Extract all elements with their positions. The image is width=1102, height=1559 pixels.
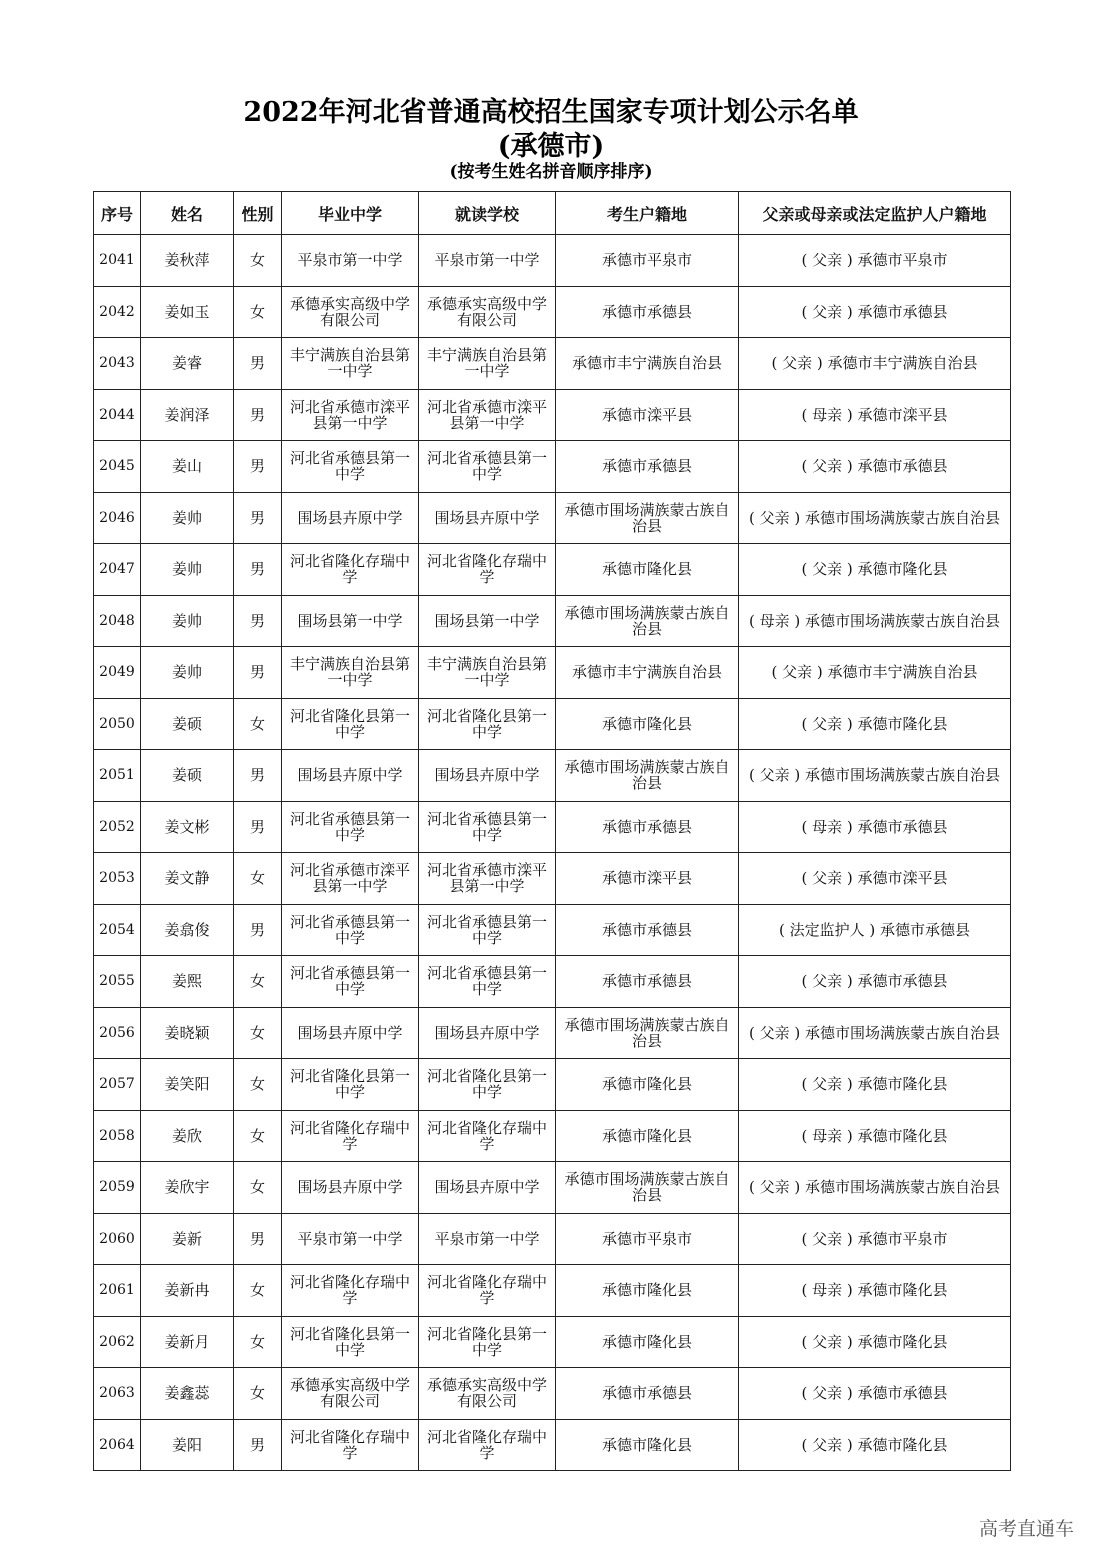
cell-current-school: 河北省隆化县第一中学 bbox=[419, 698, 556, 750]
header-guardian-hukou: 父亲或母亲或法定监护人户籍地 bbox=[739, 192, 1011, 235]
cell-gender: 女 bbox=[234, 1059, 282, 1111]
cell-graduated-school: 河北省承德县第一中学 bbox=[282, 904, 419, 956]
cell-candidate-hukou: 承德市承德县 bbox=[556, 441, 739, 493]
cell-gender: 男 bbox=[234, 492, 282, 544]
cell-graduated-school: 围场县卉原中学 bbox=[282, 1162, 419, 1214]
cell-graduated-school: 平泉市第一中学 bbox=[282, 235, 419, 287]
cell-gender: 女 bbox=[234, 853, 282, 905]
cell-name: 姜帅 bbox=[141, 544, 234, 596]
cell-current-school: 围场县卉原中学 bbox=[419, 750, 556, 802]
cell-candidate-hukou: 承德市隆化县 bbox=[556, 698, 739, 750]
cell-candidate-hukou: 承德市丰宁满族自治县 bbox=[556, 647, 739, 699]
table-row bbox=[94, 1265, 1011, 1317]
cell-current-school: 围场县第一中学 bbox=[419, 595, 556, 647]
cell-guardian-hukou: ( 父亲 ) 承德市承德县 bbox=[739, 1368, 1011, 1420]
cell-graduated-school: 平泉市第一中学 bbox=[282, 1213, 419, 1265]
cell-guardian-hukou: ( 父亲 ) 承德市隆化县 bbox=[739, 1419, 1011, 1471]
cell-graduated-school: 河北省隆化存瑞中学 bbox=[282, 1110, 419, 1162]
cell-gender: 女 bbox=[234, 1007, 282, 1059]
cell-guardian-hukou: ( 母亲 ) 承德市隆化县 bbox=[739, 1265, 1011, 1317]
cell-seq: 2042 bbox=[94, 286, 141, 338]
cell-seq: 2054 bbox=[94, 904, 141, 956]
cell-candidate-hukou: 承德市承德县 bbox=[556, 286, 739, 338]
cell-guardian-hukou: ( 法定监护人 ) 承德市承德县 bbox=[739, 904, 1011, 956]
cell-candidate-hukou: 承德市承德县 bbox=[556, 1368, 739, 1420]
cell-graduated-school: 河北省承德市滦平县第一中学 bbox=[282, 853, 419, 905]
cell-name: 姜帅 bbox=[141, 595, 234, 647]
page-subtitle-city: (承德市) bbox=[497, 131, 605, 162]
table-row bbox=[94, 286, 1011, 338]
header-graduated-school: 毕业中学 bbox=[282, 192, 419, 235]
cell-guardian-hukou: ( 父亲 ) 承德市承德县 bbox=[739, 956, 1011, 1008]
cell-name: 姜熙 bbox=[141, 956, 234, 1008]
table-row bbox=[94, 853, 1011, 905]
cell-guardian-hukou: ( 父亲 ) 承德市平泉市 bbox=[739, 1213, 1011, 1265]
header-candidate-hukou: 考生户籍地 bbox=[556, 192, 739, 235]
cell-seq: 2062 bbox=[94, 1316, 141, 1368]
cell-seq: 2051 bbox=[94, 750, 141, 802]
cell-candidate-hukou: 承德市围场满族蒙古族自治县 bbox=[556, 595, 739, 647]
cell-candidate-hukou: 承德市承德县 bbox=[556, 904, 739, 956]
cell-gender: 男 bbox=[234, 801, 282, 853]
cell-graduated-school: 围场县卉原中学 bbox=[282, 492, 419, 544]
cell-guardian-hukou: ( 父亲 ) 承德市隆化县 bbox=[739, 698, 1011, 750]
cell-seq: 2041 bbox=[94, 235, 141, 287]
cell-candidate-hukou: 承德市滦平县 bbox=[556, 389, 739, 441]
cell-gender: 男 bbox=[234, 647, 282, 699]
cell-name: 姜帅 bbox=[141, 492, 234, 544]
table-row bbox=[94, 1110, 1011, 1162]
cell-candidate-hukou: 承德市隆化县 bbox=[556, 1265, 739, 1317]
header-name: 姓名 bbox=[141, 192, 234, 235]
cell-guardian-hukou: ( 父亲 ) 承德市围场满族蒙古族自治县 bbox=[739, 492, 1011, 544]
cell-gender: 女 bbox=[234, 1265, 282, 1317]
cell-current-school: 河北省隆化县第一中学 bbox=[419, 1316, 556, 1368]
cell-current-school: 河北省承德县第一中学 bbox=[419, 904, 556, 956]
table-row bbox=[94, 1316, 1011, 1368]
cell-guardian-hukou: ( 父亲 ) 承德市围场满族蒙古族自治县 bbox=[739, 750, 1011, 802]
cell-graduated-school: 河北省隆化县第一中学 bbox=[282, 1059, 419, 1111]
cell-seq: 2053 bbox=[94, 853, 141, 905]
cell-current-school: 承德承实高级中学有限公司 bbox=[419, 286, 556, 338]
cell-graduated-school: 河北省隆化存瑞中学 bbox=[282, 544, 419, 596]
cell-guardian-hukou: ( 母亲 ) 承德市隆化县 bbox=[739, 1110, 1011, 1162]
cell-guardian-hukou: ( 父亲 ) 承德市承德县 bbox=[739, 441, 1011, 493]
cell-current-school: 河北省承德县第一中学 bbox=[419, 956, 556, 1008]
cell-name: 姜秋萍 bbox=[141, 235, 234, 287]
cell-current-school: 围场县卉原中学 bbox=[419, 1007, 556, 1059]
cell-current-school: 河北省承德市滦平县第一中学 bbox=[419, 853, 556, 905]
cell-name: 姜阳 bbox=[141, 1419, 234, 1471]
cell-name: 姜睿 bbox=[141, 338, 234, 390]
table-row bbox=[94, 904, 1011, 956]
table-row bbox=[94, 647, 1011, 699]
roster-table bbox=[93, 191, 1011, 1471]
table-row bbox=[94, 1007, 1011, 1059]
cell-guardian-hukou: ( 父亲 ) 承德市隆化县 bbox=[739, 544, 1011, 596]
cell-seq: 2064 bbox=[94, 1419, 141, 1471]
cell-gender: 女 bbox=[234, 235, 282, 287]
cell-seq: 2059 bbox=[94, 1162, 141, 1214]
table-row bbox=[94, 698, 1011, 750]
cell-gender: 女 bbox=[234, 1368, 282, 1420]
cell-current-school: 河北省承德县第一中学 bbox=[419, 801, 556, 853]
cell-current-school: 河北省隆化存瑞中学 bbox=[419, 1110, 556, 1162]
table-row bbox=[94, 1162, 1011, 1214]
table-row bbox=[94, 750, 1011, 802]
cell-current-school: 丰宁满族自治县第一中学 bbox=[419, 647, 556, 699]
cell-current-school: 河北省隆化县第一中学 bbox=[419, 1059, 556, 1111]
cell-seq: 2055 bbox=[94, 956, 141, 1008]
cell-gender: 男 bbox=[234, 1419, 282, 1471]
cell-graduated-school: 河北省承德县第一中学 bbox=[282, 956, 419, 1008]
cell-seq: 2060 bbox=[94, 1213, 141, 1265]
cell-current-school: 围场县卉原中学 bbox=[419, 1162, 556, 1214]
cell-gender: 男 bbox=[234, 389, 282, 441]
cell-current-school: 丰宁满族自治县第一中学 bbox=[419, 338, 556, 390]
cell-graduated-school: 河北省隆化县第一中学 bbox=[282, 698, 419, 750]
cell-candidate-hukou: 承德市围场满族蒙古族自治县 bbox=[556, 492, 739, 544]
header-current-school: 就读学校 bbox=[419, 192, 556, 235]
cell-name: 姜如玉 bbox=[141, 286, 234, 338]
cell-seq: 2063 bbox=[94, 1368, 141, 1420]
cell-candidate-hukou: 承德市围场满族蒙古族自治县 bbox=[556, 1007, 739, 1059]
cell-graduated-school: 承德承实高级中学有限公司 bbox=[282, 1368, 419, 1420]
cell-gender: 女 bbox=[234, 1110, 282, 1162]
cell-graduated-school: 围场县卉原中学 bbox=[282, 1007, 419, 1059]
cell-name: 姜翕俊 bbox=[141, 904, 234, 956]
cell-current-school: 平泉市第一中学 bbox=[419, 1213, 556, 1265]
cell-candidate-hukou: 承德市滦平县 bbox=[556, 853, 739, 905]
cell-guardian-hukou: ( 父亲 ) 承德市丰宁满族自治县 bbox=[739, 338, 1011, 390]
cell-name: 姜鑫蕊 bbox=[141, 1368, 234, 1420]
cell-gender: 男 bbox=[234, 904, 282, 956]
cell-name: 姜新月 bbox=[141, 1316, 234, 1368]
cell-seq: 2052 bbox=[94, 801, 141, 853]
cell-name: 姜新 bbox=[141, 1213, 234, 1265]
header-seq: 序号 bbox=[94, 192, 141, 235]
watermark-text: 高考直通车 bbox=[978, 1518, 1074, 1540]
cell-candidate-hukou: 承德市承德县 bbox=[556, 956, 739, 1008]
cell-name: 姜帅 bbox=[141, 647, 234, 699]
cell-graduated-school: 围场县第一中学 bbox=[282, 595, 419, 647]
cell-name: 姜文静 bbox=[141, 853, 234, 905]
cell-guardian-hukou: ( 父亲 ) 承德市承德县 bbox=[739, 286, 1011, 338]
table-row bbox=[94, 235, 1011, 287]
table-row bbox=[94, 956, 1011, 1008]
cell-candidate-hukou: 承德市丰宁满族自治县 bbox=[556, 338, 739, 390]
table-header-row bbox=[94, 192, 1011, 235]
cell-seq: 2056 bbox=[94, 1007, 141, 1059]
cell-gender: 女 bbox=[234, 698, 282, 750]
table-row bbox=[94, 441, 1011, 493]
cell-guardian-hukou: ( 父亲 ) 承德市隆化县 bbox=[739, 1316, 1011, 1368]
cell-guardian-hukou: ( 母亲 ) 承德市承德县 bbox=[739, 801, 1011, 853]
cell-guardian-hukou: ( 父亲 ) 承德市隆化县 bbox=[739, 1059, 1011, 1111]
cell-graduated-school: 河北省隆化县第一中学 bbox=[282, 1316, 419, 1368]
cell-candidate-hukou: 承德市隆化县 bbox=[556, 1110, 739, 1162]
cell-candidate-hukou: 承德市围场满族蒙古族自治县 bbox=[556, 750, 739, 802]
table-row bbox=[94, 1059, 1011, 1111]
header-gender: 性别 bbox=[234, 192, 282, 235]
cell-name: 姜晓颖 bbox=[141, 1007, 234, 1059]
cell-graduated-school: 承德承实高级中学有限公司 bbox=[282, 286, 419, 338]
table-row bbox=[94, 1213, 1011, 1265]
cell-seq: 2050 bbox=[94, 698, 141, 750]
cell-seq: 2049 bbox=[94, 647, 141, 699]
cell-graduated-school: 河北省承德县第一中学 bbox=[282, 801, 419, 853]
table-row bbox=[94, 1419, 1011, 1471]
cell-gender: 男 bbox=[234, 1213, 282, 1265]
cell-gender: 男 bbox=[234, 544, 282, 596]
cell-current-school: 平泉市第一中学 bbox=[419, 235, 556, 287]
cell-guardian-hukou: ( 母亲 ) 承德市围场满族蒙古族自治县 bbox=[739, 595, 1011, 647]
cell-current-school: 河北省隆化存瑞中学 bbox=[419, 544, 556, 596]
cell-candidate-hukou: 承德市承德县 bbox=[556, 801, 739, 853]
cell-graduated-school: 丰宁满族自治县第一中学 bbox=[282, 338, 419, 390]
cell-current-school: 承德承实高级中学有限公司 bbox=[419, 1368, 556, 1420]
cell-graduated-school: 丰宁满族自治县第一中学 bbox=[282, 647, 419, 699]
table-row bbox=[94, 389, 1011, 441]
cell-candidate-hukou: 承德市隆化县 bbox=[556, 1316, 739, 1368]
cell-candidate-hukou: 承德市平泉市 bbox=[556, 1213, 739, 1265]
cell-name: 姜欣 bbox=[141, 1110, 234, 1162]
cell-name: 姜硕 bbox=[141, 698, 234, 750]
cell-gender: 女 bbox=[234, 286, 282, 338]
cell-seq: 2058 bbox=[94, 1110, 141, 1162]
page-subtitle-sort-note: (按考生姓名拼音顺序排序) bbox=[449, 162, 653, 182]
cell-seq: 2044 bbox=[94, 389, 141, 441]
table-row bbox=[94, 1368, 1011, 1420]
table-row bbox=[94, 492, 1011, 544]
cell-seq: 2046 bbox=[94, 492, 141, 544]
cell-name: 姜欣宇 bbox=[141, 1162, 234, 1214]
cell-graduated-school: 河北省承德市滦平县第一中学 bbox=[282, 389, 419, 441]
cell-candidate-hukou: 承德市平泉市 bbox=[556, 235, 739, 287]
cell-gender: 女 bbox=[234, 1162, 282, 1214]
cell-candidate-hukou: 承德市隆化县 bbox=[556, 1059, 739, 1111]
cell-seq: 2057 bbox=[94, 1059, 141, 1111]
cell-name: 姜笑阳 bbox=[141, 1059, 234, 1111]
cell-graduated-school: 围场县卉原中学 bbox=[282, 750, 419, 802]
cell-name: 姜山 bbox=[141, 441, 234, 493]
cell-candidate-hukou: 承德市隆化县 bbox=[556, 544, 739, 596]
table-row bbox=[94, 544, 1011, 596]
cell-seq: 2045 bbox=[94, 441, 141, 493]
cell-candidate-hukou: 承德市围场满族蒙古族自治县 bbox=[556, 1162, 739, 1214]
cell-name: 姜硕 bbox=[141, 750, 234, 802]
cell-name: 姜新冉 bbox=[141, 1265, 234, 1317]
cell-name: 姜文彬 bbox=[141, 801, 234, 853]
cell-current-school: 河北省隆化存瑞中学 bbox=[419, 1265, 556, 1317]
cell-gender: 男 bbox=[234, 750, 282, 802]
cell-graduated-school: 河北省隆化存瑞中学 bbox=[282, 1419, 419, 1471]
cell-gender: 女 bbox=[234, 1316, 282, 1368]
table-row bbox=[94, 801, 1011, 853]
cell-gender: 男 bbox=[234, 595, 282, 647]
cell-guardian-hukou: ( 父亲 ) 承德市围场满族蒙古族自治县 bbox=[739, 1162, 1011, 1214]
cell-graduated-school: 河北省承德县第一中学 bbox=[282, 441, 419, 493]
cell-gender: 男 bbox=[234, 338, 282, 390]
table-row bbox=[94, 338, 1011, 390]
cell-seq: 2043 bbox=[94, 338, 141, 390]
cell-guardian-hukou: ( 母亲 ) 承德市滦平县 bbox=[739, 389, 1011, 441]
cell-current-school: 河北省承德市滦平县第一中学 bbox=[419, 389, 556, 441]
cell-gender: 女 bbox=[234, 956, 282, 1008]
cell-seq: 2048 bbox=[94, 595, 141, 647]
cell-current-school: 围场县卉原中学 bbox=[419, 492, 556, 544]
cell-seq: 2061 bbox=[94, 1265, 141, 1317]
table-row bbox=[94, 595, 1011, 647]
cell-guardian-hukou: ( 父亲 ) 承德市平泉市 bbox=[739, 235, 1011, 287]
cell-guardian-hukou: ( 父亲 ) 承德市滦平县 bbox=[739, 853, 1011, 905]
cell-guardian-hukou: ( 父亲 ) 承德市围场满族蒙古族自治县 bbox=[739, 1007, 1011, 1059]
cell-seq: 2047 bbox=[94, 544, 141, 596]
cell-graduated-school: 河北省隆化存瑞中学 bbox=[282, 1265, 419, 1317]
cell-name: 姜润泽 bbox=[141, 389, 234, 441]
cell-current-school: 河北省承德县第一中学 bbox=[419, 441, 556, 493]
cell-candidate-hukou: 承德市隆化县 bbox=[556, 1419, 739, 1471]
cell-guardian-hukou: ( 父亲 ) 承德市丰宁满族自治县 bbox=[739, 647, 1011, 699]
cell-gender: 男 bbox=[234, 441, 282, 493]
page-title: 2022年河北省普通高校招生国家专项计划公示名单 bbox=[243, 97, 859, 128]
cell-current-school: 河北省隆化存瑞中学 bbox=[419, 1419, 556, 1471]
